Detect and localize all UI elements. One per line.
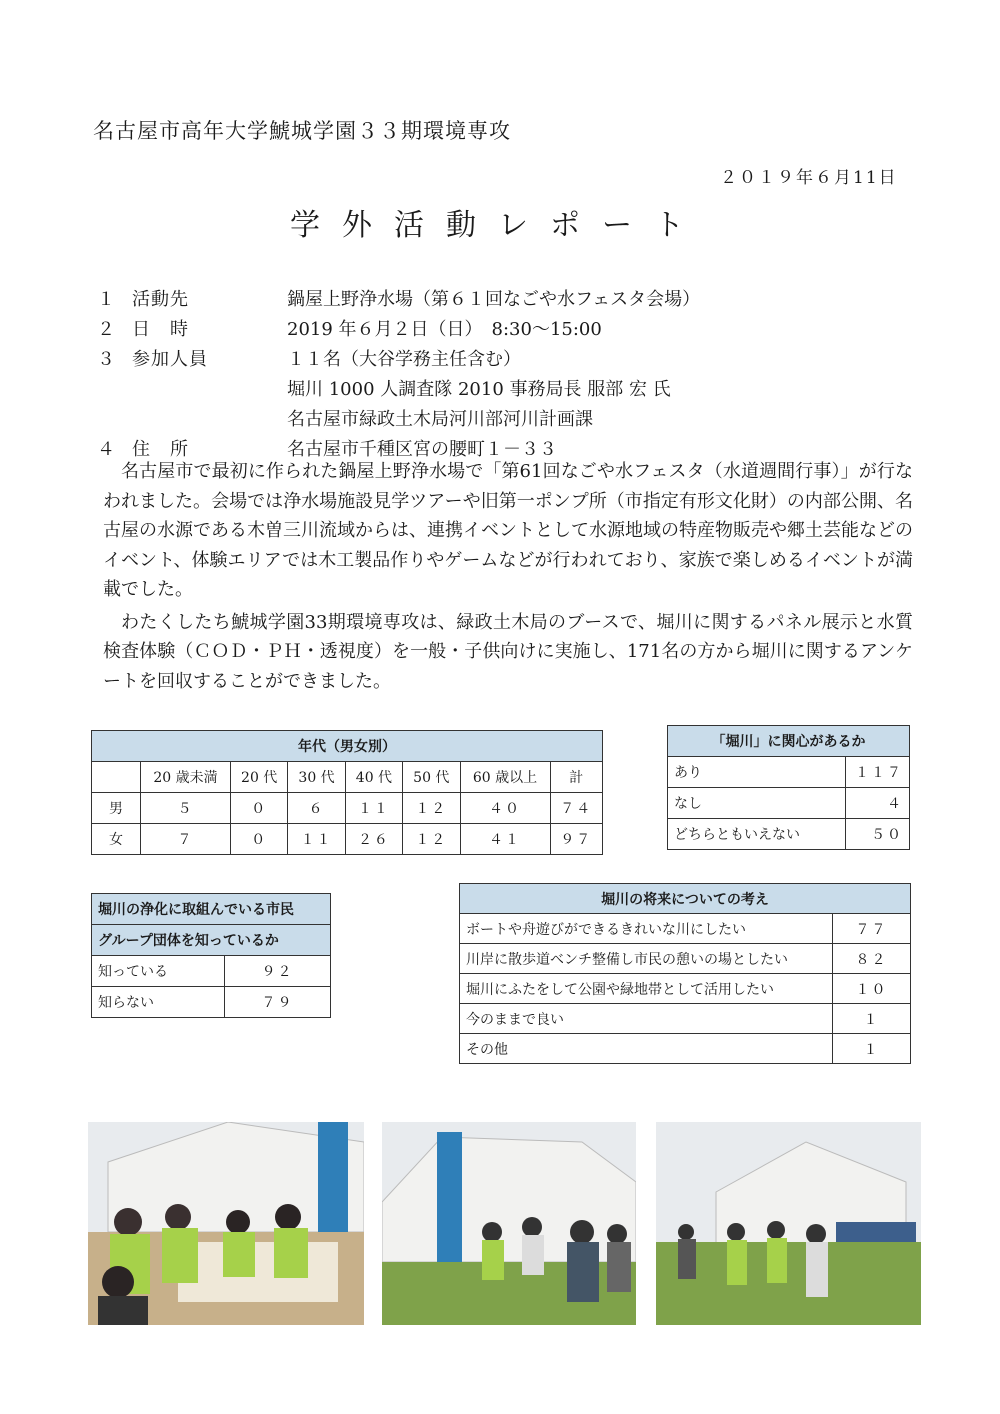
table-row bbox=[92, 987, 331, 1018]
table-title: 堀川の浄化に取組んでいる市民 bbox=[92, 894, 331, 925]
report-date: ２０１９年６月11日 bbox=[720, 168, 898, 188]
event-photo-2 bbox=[382, 1122, 636, 1325]
info-label: 参加人員 bbox=[132, 349, 208, 370]
row-label: なし bbox=[668, 788, 846, 819]
future-opinion-table bbox=[459, 883, 911, 1064]
table-cell: ０ bbox=[231, 793, 288, 824]
info-row-datetime bbox=[97, 313, 917, 343]
table-cell: ９７ bbox=[550, 824, 603, 855]
table-row bbox=[460, 1034, 911, 1064]
table-cell: １１７ bbox=[846, 757, 910, 788]
row-label: 今のままで良い bbox=[460, 1004, 833, 1034]
table-cell: ７４ bbox=[550, 793, 603, 824]
table-cell: １２ bbox=[403, 793, 460, 824]
table-cell: ４０ bbox=[460, 793, 550, 824]
table-row bbox=[668, 788, 910, 819]
table-cell: １ bbox=[833, 1034, 911, 1064]
row-label: ボートや舟遊びができるきれいな川にしたい bbox=[460, 914, 833, 944]
row-label: 知らない bbox=[92, 987, 225, 1018]
row-label: 川岸に散歩道ベンチ整備し市民の憩いの場としたい bbox=[460, 944, 833, 974]
table-row bbox=[668, 819, 910, 850]
column-header: 20 歳未満 bbox=[141, 762, 231, 793]
activity-info bbox=[97, 283, 917, 463]
table-cell: ４ bbox=[846, 788, 910, 819]
table-cell: ５０ bbox=[846, 819, 910, 850]
report-title: 学外活動レポート bbox=[290, 208, 706, 243]
column-header: 30 代 bbox=[288, 762, 345, 793]
table-cell: １１ bbox=[345, 793, 402, 824]
table-header-row bbox=[92, 762, 603, 793]
table-cell: ０ bbox=[231, 824, 288, 855]
event-photo-1 bbox=[88, 1122, 364, 1325]
table-cell: １０ bbox=[833, 974, 911, 1004]
info-label: 日時 bbox=[132, 319, 208, 340]
table-cell: ５ bbox=[141, 793, 231, 824]
info-row-participants bbox=[97, 343, 917, 373]
body-paragraph: わたくしたち鯱城学園33期環境専攻は、緑政土木局のブースで、堀川に関するパネル展示と水質検査体験（ＣＯＤ・ＰＨ・透視度）を一般・子供向けに実施し、171名の方から堀川に関するアンケートを回収することができました。 bbox=[103, 611, 913, 692]
column-header: 50 代 bbox=[403, 762, 460, 793]
table-row bbox=[668, 757, 910, 788]
table-title: 「堀川」に関心があるか bbox=[668, 726, 910, 757]
empty-cell bbox=[92, 762, 141, 793]
row-label: 女 bbox=[92, 824, 141, 855]
info-value: 2019 年６月２日（日） 8:30～15:00 bbox=[287, 319, 602, 340]
table-row bbox=[92, 793, 603, 824]
info-value: １１名（大谷学務主任含む） bbox=[287, 349, 521, 370]
event-photo-3 bbox=[656, 1122, 921, 1325]
age-gender-table bbox=[91, 730, 603, 855]
info-label: 活動先 bbox=[132, 289, 189, 310]
column-header: 40 代 bbox=[345, 762, 402, 793]
row-label: 男 bbox=[92, 793, 141, 824]
row-label: あり bbox=[668, 757, 846, 788]
row-label: 堀川にふたをして公園や緑地帯として活用したい bbox=[460, 974, 833, 1004]
interest-table bbox=[667, 725, 910, 850]
report-body bbox=[103, 457, 913, 696]
table-title: 堀川の将来についての考え bbox=[460, 884, 911, 914]
info-extra-line: 名古屋市緑政土木局河川部河川計画課 bbox=[287, 409, 593, 430]
table-row bbox=[92, 824, 603, 855]
column-header: 60 歳以上 bbox=[460, 762, 550, 793]
table-cell: ９２ bbox=[225, 956, 331, 987]
table-cell: ２６ bbox=[345, 824, 402, 855]
table-row bbox=[460, 1004, 911, 1034]
info-extra-line: 堀川 1000 人調査隊 2010 事務局長 服部 宏 氏 bbox=[287, 379, 671, 400]
table-row bbox=[460, 914, 911, 944]
table-title: グループ団体を知っているか bbox=[92, 925, 331, 956]
organization-heading: 名古屋市高年大学鯱城学園３３期環境専攻 bbox=[93, 119, 511, 143]
table-row bbox=[460, 944, 911, 974]
info-number: ４ bbox=[97, 439, 115, 460]
table-cell: ６ bbox=[288, 793, 345, 824]
column-header: 20 代 bbox=[231, 762, 288, 793]
row-label: 知っている bbox=[92, 956, 225, 987]
column-header: 計 bbox=[550, 762, 603, 793]
group-awareness-table bbox=[91, 893, 331, 1018]
info-number: １ bbox=[97, 289, 115, 310]
table-cell: １ bbox=[833, 1004, 911, 1034]
row-label: どちらともいえない bbox=[668, 819, 846, 850]
table-title: 年代（男女別） bbox=[92, 731, 603, 762]
info-row-destination bbox=[97, 283, 917, 313]
table-cell: ７９ bbox=[225, 987, 331, 1018]
info-value: 名古屋市千種区宮の腰町１－３３ bbox=[287, 439, 557, 460]
table-row bbox=[92, 956, 331, 987]
table-cell: ４１ bbox=[460, 824, 550, 855]
info-number: ３ bbox=[97, 349, 115, 370]
table-cell: ８２ bbox=[833, 944, 911, 974]
table-row bbox=[460, 974, 911, 1004]
table-cell: １１ bbox=[288, 824, 345, 855]
info-number: ２ bbox=[97, 319, 115, 340]
info-value: 鍋屋上野浄水場（第６１回なごや水フェスタ会場） bbox=[287, 289, 701, 310]
table-cell: ７ bbox=[141, 824, 231, 855]
body-paragraph: 名古屋市で最初に作られた鍋屋上野浄水場で「第61回なごや水フェスタ（水道週間行事）」が行なわれました。会場では浄水場施設見学ツアーや旧第一ポンプ所（市指定有形文化財）の内部公開、名古屋の水源である木曽三川流域からは、連携イベントとして水源地域の特産物販売や郷土芸能などのイベント、体験エリアでは木工製品作りやゲームなどが行われており、家族で楽しめるイベントが満載でした。 bbox=[103, 461, 913, 600]
info-label: 住所 bbox=[132, 439, 208, 460]
table-cell: １２ bbox=[403, 824, 460, 855]
row-label: その他 bbox=[460, 1034, 833, 1064]
table-cell: ７７ bbox=[833, 914, 911, 944]
